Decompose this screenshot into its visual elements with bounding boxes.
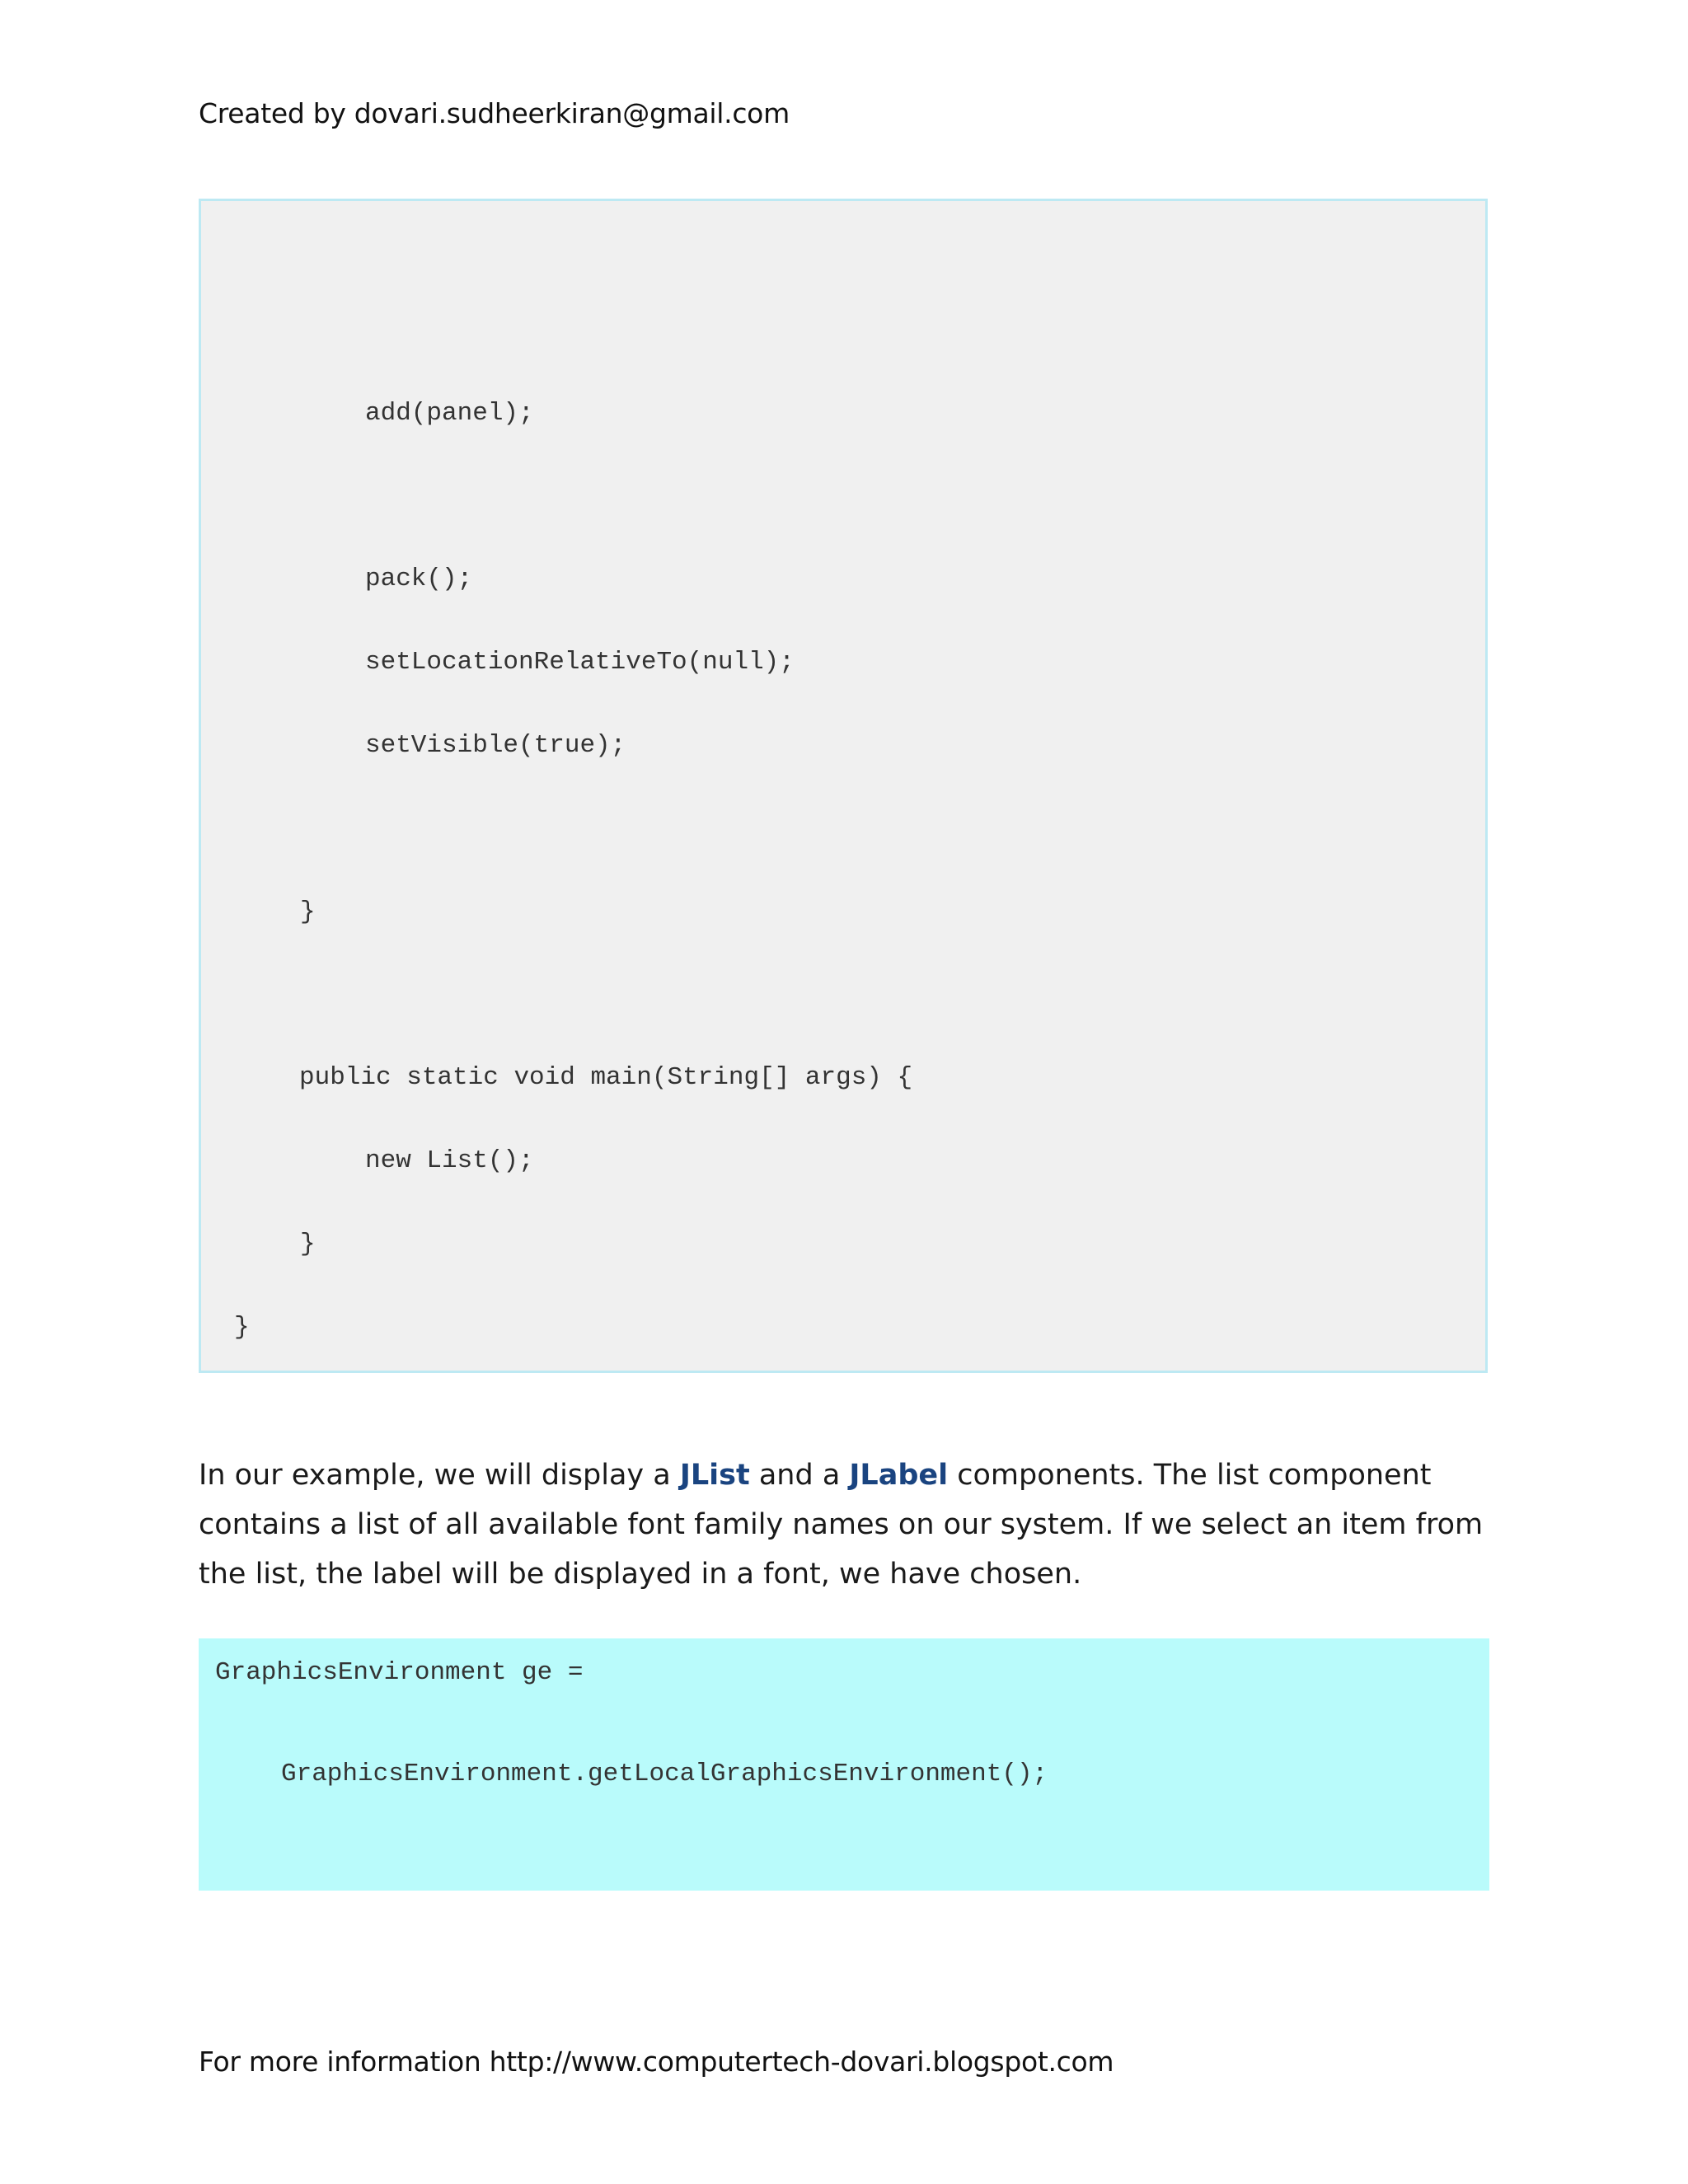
paragraph-text: In our example, we will display a (199, 1459, 680, 1492)
code-line: setLocationRelativeTo(null); (365, 648, 795, 677)
code-block (199, 199, 1488, 1373)
code-line: } (234, 1313, 250, 1342)
code-line: new List(); (365, 1146, 534, 1175)
keyword-jlabel: JLabel (849, 1459, 949, 1492)
snippet-line: GraphicsEnvironment ge = (215, 1658, 584, 1687)
code-snippet (199, 1638, 1489, 1891)
code-line: } (300, 1230, 316, 1258)
body-paragraph (199, 1451, 1493, 1599)
code-line: setVisible(true); (365, 731, 626, 760)
snippet-line: GraphicsEnvironment.getLocalGraphicsEnvironment(); (281, 1760, 1048, 1788)
page-footer: For more information http://www.computertech-dovari.blogspot.com (199, 2046, 1114, 2078)
paragraph-text: and a (749, 1459, 850, 1492)
code-line: public static void main(String[] args) { (299, 1063, 913, 1092)
paragraph-text: components. The list component contains a list of all available font family names on our system. If we select an item from the list, the label will be displayed in a font, we have chosen. (199, 1459, 1484, 1591)
code-line: pack(); (365, 565, 473, 593)
page-header: Created by dovari.sudheerkiran@gmail.com (199, 97, 790, 129)
code-line: } (300, 898, 316, 926)
keyword-jlist: JList (679, 1459, 750, 1492)
code-line: add(panel); (365, 399, 534, 428)
